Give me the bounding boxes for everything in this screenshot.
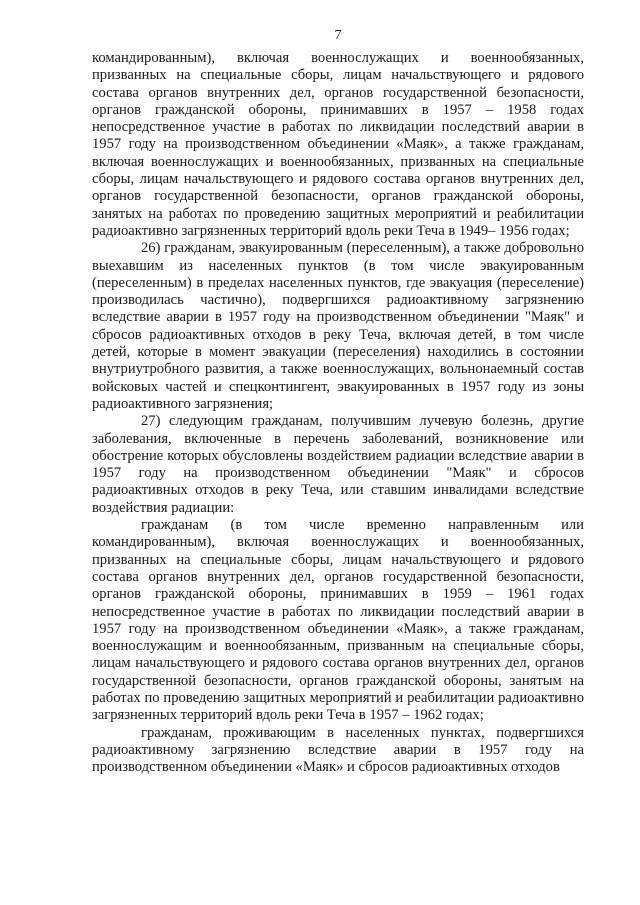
paragraph-item-27-sub-1: гражданам (в том числе временно направленным или командированным), включая военнослужащих и военнообязанных, призванных на специальные сборы, лицам начальствующего и рядового состава органов внутренних дел, органов государственной безопасности, органов гражданской обороны, принимавших в 1959 – 1961 годах непосредственное участие в работах по ликвидации последствий аварии в 1957 году на производственном объединении «Маяк», а также гражданам, военнослужащим и военнообязанным, призванным на специальные сборы, лицам начальствующего и рядового состава органов внутренних дел, органов государственной безопасности, органов гражданской обороны, занятым на работах по проведению защитных мероприятий и реабилитации радиоактивно загрязненных территорий вдоль реки Теча в 1957 – 1962 годах; [92, 517, 584, 724]
document-page [92, 0, 584, 905]
page-number: 7 [334, 28, 342, 43]
paragraph-item-27-sub-2: гражданам, проживающим в населенных пунктах, подвергшихся радиоактивному загрязнению вследствие аварии в 1957 году на производственном объединении «Маяк» и сбросов радиоактивных отходов [92, 724, 584, 776]
paragraph-item-26: 26) гражданам, эвакуированным (переселенным), а также добровольно выехавшим из населенных пунктов (в том числе эвакуированным (переселенным) в пределах населенных пунктов, где эвакуация (переселение) производилась частично), подвергшихся радиоактивному загрязнению вследствие аварии в 1957 году на производственном объединении "Маяк" и сбросов радиоактивных отходов в реку Теча, включая детей, в том числе детей, которые в момент эвакуации (переселения) находились в состоянии внутриутробного развития, а также военнослужащих, вольнонаемный состав войсковых частей и спецконтингент, эвакуированных в 1957 году из зоны радиоактивного загрязнения; [92, 240, 584, 412]
paragraph-item-27: 27) следующим гражданам, получившим лучевую болезнь, другие заболевания, включенные в перечень заболеваний, возникновение или обострение которых обусловлены воздействием радиации вследствие аварии в 1957 году на производственном объединении "Маяк" и сбросов радиоактивных отходов в реку Теча, или ставшим инвалидами вследствие воздействия радиации: [92, 413, 584, 516]
paragraph-continuation: командированным), включая военнослужащих и военнообязанных, призванных на специальные сборы, лицам начальствующего и рядового состава органов внутренних дел, органов государственной безопасности, органов гражданской обороны, принимавших в 1957 – 1958 годах непосредственное участие в работах по ликвидации последствий аварии в 1957 году на производственном объединении «Маяк», а также гражданам, включая военнослужащих и военнообязанных, призванных на специальные сборы, лицам начальствующего и рядового состава органов внутренних дел, органов государственной безопасности, органов гражданской обороны, занятых на работах по проведению защитных мероприятий и реабилитации радиоактивно загрязненных территорий вдоль реки Теча в 1949– 1956 годах; [92, 50, 584, 239]
document-body [92, 50, 584, 776]
